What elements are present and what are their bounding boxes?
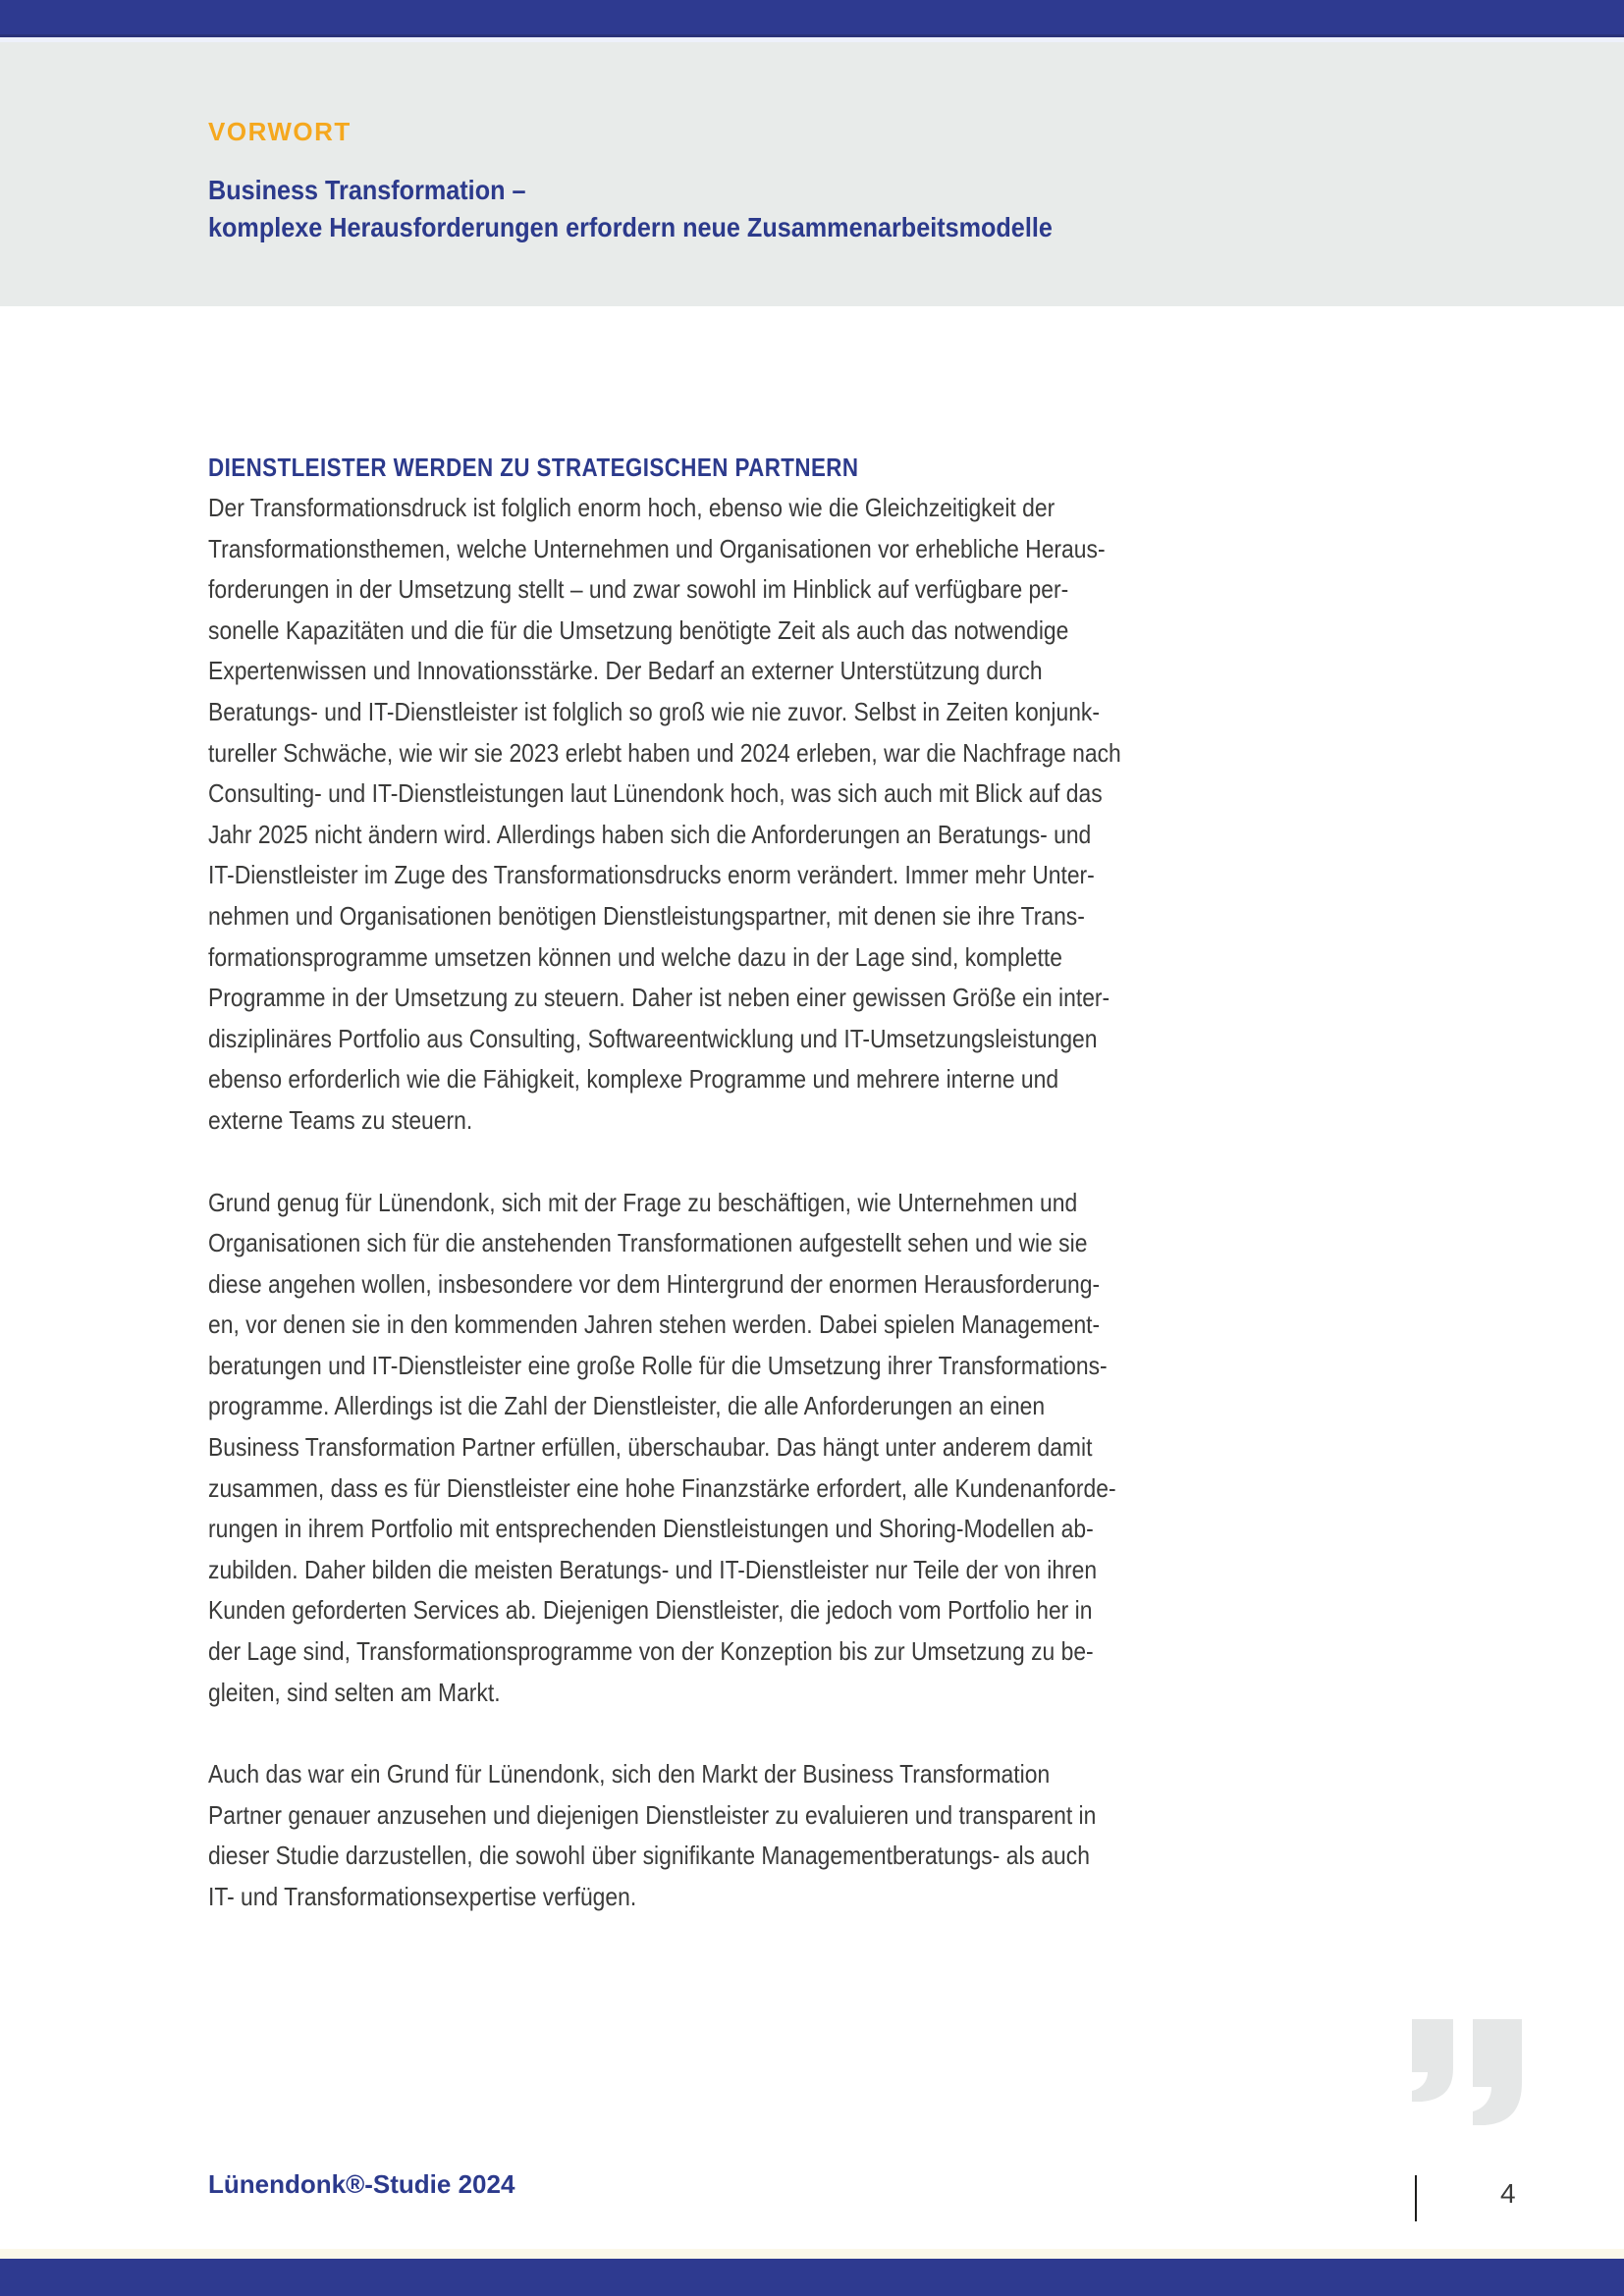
- text-line: nehmen und Organisationen benötigen Dienstleistungspartner, mit denen sie ihre Trans-: [208, 900, 1085, 931]
- page-number-divider: [1415, 2175, 1417, 2221]
- text-line: forderungen in der Umsetzung stellt – und zwar sowohl im Hinblick auf verfügbare per-: [208, 574, 1069, 605]
- text-line: Der Transformationsdruck ist folglich enorm hoch, ebenso wie die Gleichzeitigkeit der: [208, 493, 1056, 522]
- page-header: [0, 42, 1624, 306]
- page-number: 4: [1500, 2178, 1516, 2209]
- text-line: Programme in der Umsetzung zu steuern. Daher ist neben einer gewissen Größe ein inter-: [208, 983, 1110, 1013]
- text-line: en, vor denen sie in den kommenden Jahren stehen werden. Dabei spielen Management-: [208, 1309, 1101, 1340]
- section-kicker: VORWORT: [208, 117, 352, 146]
- text-line: sonelle Kapazitäten und die für die Umsetzung benötigte Zeit als auch das notwendige: [208, 614, 1069, 645]
- article-body: [208, 447, 1190, 1918]
- text-line: Consulting- und IT-Dienstleistungen laut Lünendonk hoch, was sich auch mit Blick auf das: [208, 778, 1103, 809]
- text-line: Beratungs- und IT-Dienstleister ist folglich so groß wie nie zuvor. Selbst in Zeiten konjunk-: [208, 696, 1100, 726]
- text-line: tureller Schwäche, wie wir sie 2023 erlebt haben und 2024 erleben, war die Nachfrage nach: [208, 737, 1121, 768]
- text-line: rungen in ihrem Portfolio mit entsprechenden Dienstleistungen und Shoring-Modellen ab-: [208, 1514, 1094, 1544]
- closing-double-quote-icon: [1412, 2019, 1522, 2125]
- bottom-brand-bar: [0, 2259, 1624, 2296]
- text-line: gleiten, sind selten am Markt.: [208, 1677, 501, 1707]
- article-section-heading: DIENSTLEISTER WERDEN ZU STRATEGISCHEN PARTNERN: [208, 453, 859, 482]
- footer-accent-line: [0, 2249, 1624, 2259]
- text-line: Grund genug für Lünendonk, sich mit der Frage zu beschäftigen, wie Unternehmen und: [208, 1187, 1078, 1217]
- text-line: diese angehen wollen, insbesondere vor dem Hintergrund der enormen Herausforderung-: [208, 1268, 1101, 1299]
- page-title-line-2: komplexe Herausforderungen erfordern neue Zusammenarbeitsmodelle: [208, 212, 1053, 242]
- text-line: Business Transformation Partner erfüllen, überschaubar. Das hängt unter anderem damit: [208, 1432, 1093, 1463]
- text-line: externe Teams zu steuern.: [208, 1104, 473, 1135]
- paragraph-2: [208, 1183, 1190, 1714]
- text-line: Expertenwissen und Innovationsstärke. Der Bedarf an externer Unterstützung durch: [208, 656, 1043, 686]
- text-line: dieser Studie darzustellen, die sowohl über signifikante Managementberatungs- als auch: [208, 1841, 1090, 1871]
- text-line: zubilden. Daher bilden die meisten Beratungs- und IT-Dienstleister nur Teile der von ihren: [208, 1554, 1098, 1584]
- page-title: [208, 172, 1146, 246]
- text-line: Transformationsthemen, welche Unternehmen und Organisationen vor erhebliche Heraus-: [208, 533, 1106, 563]
- paragraph-1: [208, 488, 1190, 1142]
- top-brand-bar: [0, 0, 1624, 37]
- page-title-line-1: Business Transformation –: [208, 175, 526, 205]
- text-line: disziplinäres Portfolio aus Consulting, Softwareentwicklung und IT-Umsetzungsleistungen: [208, 1023, 1098, 1053]
- text-line: Auch das war ein Grund für Lünendonk, sich den Markt der Business Transformation: [208, 1759, 1051, 1789]
- text-line: IT- und Transformationsexpertise verfügen.: [208, 1882, 637, 1911]
- text-line: ebenso erforderlich wie die Fähigkeit, komplexe Programme und mehrere interne und: [208, 1064, 1059, 1095]
- paragraph-3: [208, 1754, 1190, 1917]
- text-line: Partner genauer anzusehen und diejenigen Dienstleister zu evaluieren und transparent in: [208, 1799, 1097, 1830]
- text-line: programme. Allerdings ist die Zahl der Dienstleister, die alle Anforderungen an einen: [208, 1391, 1046, 1421]
- text-line: zusammen, dass es für Dienstleister eine hohe Finanzstärke erfordert, alle Kundenanforde-: [208, 1472, 1116, 1503]
- text-line: IT-Dienstleister im Zuge des Transformationsdrucks enorm verändert. Immer mehr Unter-: [208, 860, 1095, 890]
- text-line: Kunden geforderten Services ab. Diejenigen Dienstleister, die jedoch vom Portfolio her in: [208, 1595, 1093, 1626]
- text-line: Organisationen sich für die anstehenden Transformationen aufgestellt sehen und wie sie: [208, 1228, 1088, 1258]
- text-line: formationsprogramme umsetzen können und welche dazu in der Lage sind, komplette: [208, 941, 1062, 972]
- text-line: der Lage sind, Transformationsprogramme von der Konzeption bis zur Umsetzung zu be-: [208, 1636, 1094, 1667]
- text-line: Jahr 2025 nicht ändern wird. Allerdings haben sich die Anforderungen an Beratungs- und: [208, 819, 1092, 849]
- text-line: beratungen und IT-Dienstleister eine große Rolle für die Umsetzung ihrer Transformations-: [208, 1350, 1108, 1380]
- footer-study-label: Lünendonk®-Studie 2024: [208, 2169, 515, 2199]
